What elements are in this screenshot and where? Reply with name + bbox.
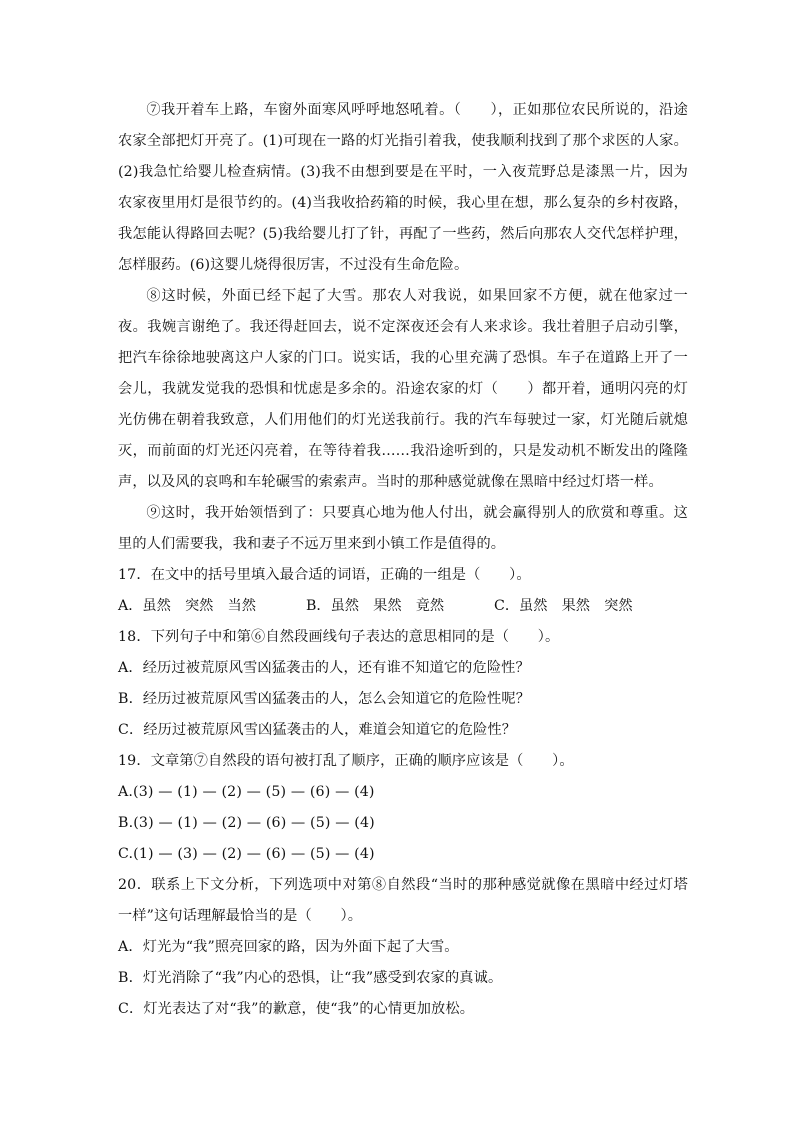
question-18 [118,622,688,746]
question-17-options [118,591,688,622]
question-18-stem: 18．下列句子中和第⑥自然段画线句子表达的意思相同的是（ ）。 [118,629,560,645]
question-17 [118,560,688,622]
question-19-stem: 19．文章第⑦自然段的语句被打乱了顺序，正确的顺序应该是（ ）。 [118,753,574,769]
question-17-option-c: C．虽然 果然 突然 [494,598,633,614]
question-20 [118,870,688,1025]
question-18-option-c: C．经历过被荒原风雪凶猛袭击的人，难道会知道它的危险性？ [118,722,517,738]
question-19-option-a: A.(3) — (1) — (2) — (5) — (6) — (4) [118,784,375,800]
question-20-option-c: C．灯光表达了对“我”的歉意，使“我”的心情更加放松。 [118,1001,475,1017]
question-19 [118,746,688,870]
question-19-option-b: B.(3) — (1) — (2) — (6) — (5) — (4) [118,815,375,831]
question-19-option-c: C.(1) — (3) — (2) — (6) — (5) — (4) [118,846,375,862]
document-page [118,95,688,1025]
paragraph-7: ⑦我开着车上路，车窗外面寒风呼呼地怒吼着。（ ），正如那位农民所说的，沿途农家全部把灯开亮了。(1)可现在一路的灯光指引着我，使我顺利找到了那个求医的人家。(2)我急忙给婴儿检查病情。(3)我不由想到要是在平时，一入夜荒野总是漆黑一片，因为农家夜里用灯是很节约的。(4)当我收拾药箱的时候，我心里在想，那么复杂的乡村夜路，我怎能认得路回去呢？(5)我给婴儿打了针，再配了一些药，然后向那农人交代怎样护理，怎样服药。(6)这婴儿烧得很厉害，不过没有生命危险。 [118,102,688,273]
question-20-option-a: A．灯光为“我”照亮回家的路，因为外面下起了大雪。 [118,939,459,955]
question-20-option-b: B．灯光消除了“我”内心的恐惧，让“我”感受到农家的真诚。 [118,970,503,986]
question-17-stem: 17．在文中的括号里填入最合适的词语，正确的一组是（ ）。 [118,567,531,583]
paragraph-8: ⑧这时候，外面已经下起了大雪。那农人对我说，如果回家不方便，就在他家过一夜。我婉言谢绝了。我还得赶回去，说不定深夜还会有人来求诊。我壮着胆子启动引擎，把汽车徐徐地驶离这户人家的门口。说实话，我的心里充满了恐惧。车子在道路上开了一会儿，我就发觉我的恐惧和忧虑是多余的。沿途农家的灯（ ）都开着，通明闪亮的灯光仿佛在朝着我致意，人们用他们的灯光送我前行。我的汽车每驶过一家，灯光随后就熄灭，而前面的灯光还闪亮着，在等待着我……我沿途听到的，只是发动机不断发出的隆隆声，以及风的哀鸣和车轮碾雪的索索声。当时的那种感觉就像在黑暗中经过灯塔一样。 [118,288,688,490]
question-18-option-b: B．经历过被荒原风雪凶猛袭击的人，怎么会知道它的危险性呢？ [118,691,531,707]
question-17-option-b: B．虽然 果然 竟然 [306,598,445,614]
paragraph-9: ⑨这时，我开始领悟到了：只要真心地为他人付出，就会赢得别人的欣赏和尊重。这里的人们需要我，我和妻子不远万里来到小镇工作是值得的。 [118,505,688,552]
question-18-option-a: A．经历过被荒原风雪凶猛袭击的人，还有谁不知道它的危险性？ [118,660,530,676]
question-20-stem: 20．联系上下文分析，下列选项中对第⑧自然段“当时的那种感觉就像在黑暗中经过灯塔一样”这句话理解最恰当的是（ ）。 [118,877,688,924]
question-17-option-a: A．虽然 突然 当然 [118,598,256,614]
